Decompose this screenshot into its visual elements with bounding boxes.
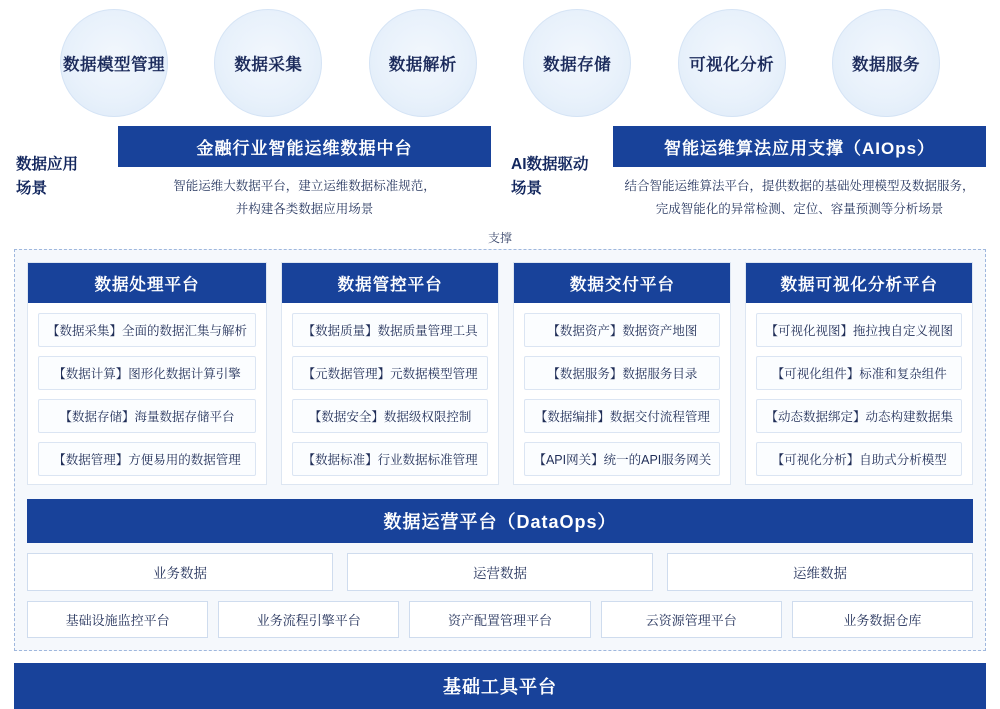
- scenario-description: [118, 167, 491, 227]
- capability-bubble-row: [0, 0, 1000, 118]
- platform-item-list: [514, 303, 730, 484]
- dataops-tool-cell: 业务数据仓库: [792, 601, 973, 638]
- platform-item: 【数据编排】数据交付流程管理: [524, 399, 720, 433]
- dataops-tool-row: [27, 601, 973, 638]
- scenario-side-line1: AI数据驱动: [511, 155, 589, 173]
- dataops-tool-cell: 业务流程引擎平台: [218, 601, 399, 638]
- platform-title: 数据处理平台: [28, 263, 266, 303]
- platform-item: 【数据管理】方便易用的数据管理: [38, 442, 256, 476]
- capability-bubble-label: 数据存储: [543, 56, 612, 74]
- capability-bubble-0: [60, 9, 168, 117]
- platform-item: 【可视化组件】标准和复杂组件: [756, 356, 962, 390]
- platform-data-delivery: [513, 262, 731, 485]
- scenario-side-line1: 数据应用: [16, 155, 79, 173]
- platform-item: 【数据安全】数据级权限控制: [292, 399, 488, 433]
- dataops-title: 数据运营平台（DataOps）: [27, 499, 973, 543]
- dataops-data-row: [27, 553, 973, 591]
- platform-item: 【元数据管理】元数据模型管理: [292, 356, 488, 390]
- platform-item: 【数据采集】全面的数据汇集与解析: [38, 313, 256, 347]
- dataops-tool-cell: 基础设施监控平台: [27, 601, 208, 638]
- platform-title: 数据可视化分析平台: [746, 263, 972, 303]
- capability-bubble-label: 数据模型管理: [63, 56, 165, 74]
- platform-data-governance: [281, 262, 499, 485]
- capability-bubble-5: [832, 9, 940, 117]
- platform-item: 【API网关】统一的API服务网关: [524, 442, 720, 476]
- platform-item: 【数据标准】行业数据标准管理: [292, 442, 488, 476]
- dataops-tool-cell: 资产配置管理平台: [409, 601, 590, 638]
- dataops-data-cell: 业务数据: [27, 553, 333, 591]
- platform-item: 【数据质量】数据质量管理工具: [292, 313, 488, 347]
- scenario-side-label: [14, 126, 118, 227]
- scenario-title: 智能运维算法应用支撑（AIOps）: [613, 126, 986, 167]
- platform-item: 【数据存储】海量数据存储平台: [38, 399, 256, 433]
- scenario-side-line2: 场景: [511, 179, 543, 197]
- capability-bubble-label: 数据采集: [234, 56, 303, 74]
- scenario-desc-line1: 智能运维大数据平台，建立运维数据标准规范，: [173, 179, 436, 193]
- scenario-content: [613, 126, 986, 227]
- platform-item: 【可视化分析】自助式分析模型: [756, 442, 962, 476]
- platform-item: 【数据计算】图形化数据计算引擎: [38, 356, 256, 390]
- scenario-desc-line2: 并构建各类数据应用场景: [235, 202, 374, 217]
- scenario-title: 金融行业智能运维数据中台: [118, 126, 491, 167]
- platform-row: [27, 262, 973, 485]
- scenario-description: [613, 167, 986, 227]
- platform-item-list: [28, 303, 266, 484]
- platform-item-list: [746, 303, 972, 484]
- base-platform-title: 基础工具平台: [14, 663, 986, 709]
- capability-bubble-1: [214, 9, 322, 117]
- dataops-tool-cell: 云资源管理平台: [601, 601, 782, 638]
- platform-panel: [14, 249, 986, 651]
- scenario-side-label: [509, 126, 613, 227]
- platform-data-processing: [27, 262, 267, 485]
- platform-data-visualization: [745, 262, 973, 485]
- scenario-content: [118, 126, 491, 227]
- platform-title: 数据管控平台: [282, 263, 498, 303]
- capability-bubble-label: 数据服务: [851, 56, 920, 74]
- capability-bubble-label: 数据解析: [388, 56, 457, 74]
- capability-bubble-label: 可视化分析: [689, 56, 775, 74]
- scenario-side-line2: 场景: [16, 179, 48, 197]
- capability-bubble-4: [678, 9, 786, 117]
- platform-item-list: [282, 303, 498, 484]
- dataops-data-cell: 运营数据: [347, 553, 653, 591]
- platform-item: 【动态数据绑定】动态构建数据集: [756, 399, 962, 433]
- platform-title: 数据交付平台: [514, 263, 730, 303]
- platform-item: 【数据资产】数据资产地图: [524, 313, 720, 347]
- capability-bubble-2: [369, 9, 477, 117]
- scenario-data-application: [14, 126, 491, 227]
- scenario-desc-line2: 完成智能化的异常检测、定位、容量预测等分析场景: [655, 202, 944, 217]
- capability-bubble-3: [523, 9, 631, 117]
- dataops-data-cell: 运维数据: [667, 553, 973, 591]
- support-connector: [0, 227, 1000, 249]
- scenario-ai-driven: [509, 126, 986, 227]
- platform-item: 【数据服务】数据服务目录: [524, 356, 720, 390]
- support-label: 支撑: [487, 231, 512, 246]
- scenario-desc-line1: 结合智能运维算法平台，提供数据的基础处理模型及数据服务，: [624, 179, 975, 193]
- scenario-row: [0, 118, 1000, 227]
- platform-item: 【可视化视图】拖拉拽自定义视图: [756, 313, 962, 347]
